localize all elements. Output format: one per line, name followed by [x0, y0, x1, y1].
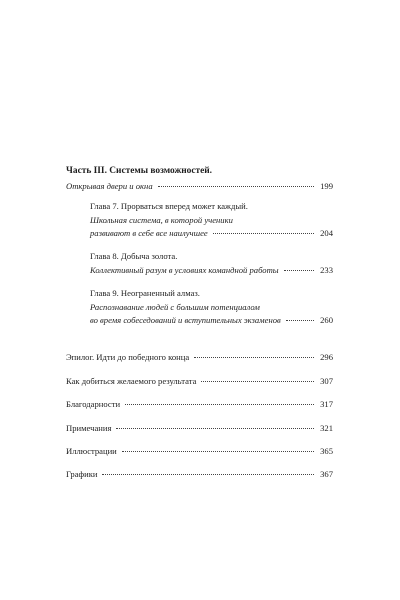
page-number: 307: [320, 376, 333, 386]
entry-title: Графики: [66, 469, 98, 479]
page-number: 365: [320, 446, 333, 456]
dot-leader: [194, 357, 314, 358]
dot-leader: [286, 320, 314, 321]
dot-leader: [125, 404, 314, 405]
dot-leader: [116, 428, 314, 429]
chapter-subtitle-line: Школьная система, в которой ученики: [90, 215, 233, 225]
chapter-heading: Глава 8. Добыча золота.: [90, 251, 178, 261]
toc-entry-epilogue[interactable]: [66, 351, 333, 363]
chapter-heading: Глава 9. Неограненный алмаз.: [90, 288, 200, 298]
toc-entry-illustrations[interactable]: [66, 445, 333, 457]
toc-entry-part-subtitle[interactable]: [66, 180, 333, 192]
page-number: 199: [320, 181, 333, 191]
page-number: 204: [320, 228, 333, 238]
dot-leader: [158, 186, 314, 187]
toc-entry-notes[interactable]: [66, 422, 333, 434]
dot-leader: [122, 451, 314, 452]
toc-entry-how-to[interactable]: [66, 375, 333, 387]
dot-leader: [213, 233, 314, 234]
entry-title: Как добиться желаемого результата: [66, 376, 197, 386]
page-number: 296: [320, 352, 333, 362]
page-number: 367: [320, 469, 333, 479]
toc-entry-acknowledgements[interactable]: [66, 398, 333, 410]
toc-entry-graphs[interactable]: [66, 468, 333, 480]
dot-leader: [102, 474, 314, 475]
dot-leader: [201, 381, 314, 382]
page-number: 233: [320, 265, 333, 275]
page-number: 321: [320, 423, 333, 433]
toc-entry-chapter-8[interactable]: [90, 264, 333, 276]
toc-entry-chapter-9[interactable]: [90, 314, 333, 326]
chapter-subtitle-line: развивают в себе все наилучшее: [90, 228, 208, 238]
part-title: Часть III. Системы возможностей.: [66, 166, 213, 176]
dot-leader: [284, 270, 314, 271]
chapter-heading: Глава 7. Прорваться вперед может каждый.: [90, 201, 248, 211]
entry-title: Иллюстрации: [66, 446, 117, 456]
page-number: 317: [320, 399, 333, 409]
part-subtitle: Открывая двери и окна: [66, 181, 153, 191]
toc-entry-chapter-7[interactable]: [90, 227, 333, 239]
entry-title: Примечания: [66, 423, 112, 433]
page-number: 260: [320, 315, 333, 325]
chapter-subtitle-line: Коллективный разум в условиях командной работы: [90, 265, 279, 275]
chapter-subtitle-line: во время собеседований и вступительных экзаменов: [90, 315, 281, 325]
chapter-subtitle-line: Распознавание людей с большим потенциалом: [90, 302, 260, 312]
entry-title: Эпилог. Идти до победного конца: [66, 352, 190, 362]
entry-title: Благодарности: [66, 399, 121, 409]
